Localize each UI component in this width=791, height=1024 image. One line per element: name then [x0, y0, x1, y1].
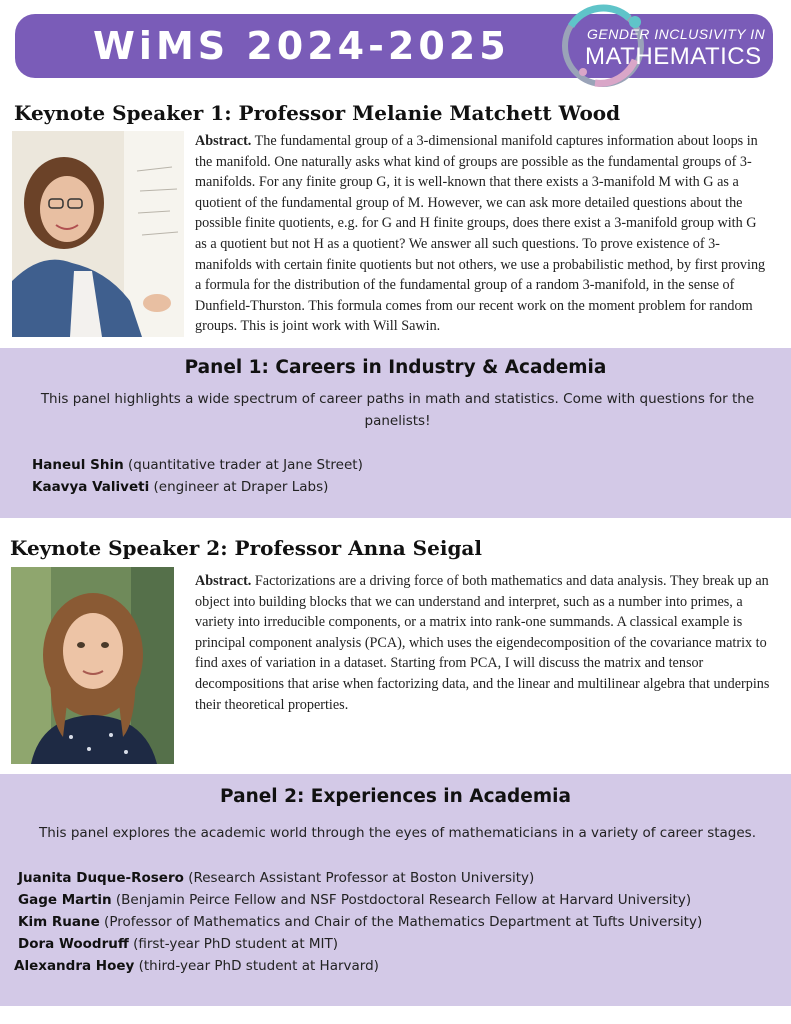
panelist-role: (Benjamin Peirce Fellow and NSF Postdoctoral Research Fellow at Harvard University) [115, 892, 692, 908]
panelist [18, 870, 534, 886]
panelist [14, 958, 379, 974]
speaker2-portrait-icon [11, 567, 174, 764]
panelist-name: Kaavya Valiveti [32, 479, 150, 495]
panelist [32, 457, 363, 473]
keynote2-title: Keynote Speaker 2: Professor Anna Seigal [10, 536, 482, 560]
logo-text-bottom: MATHEMATICS [585, 43, 762, 70]
panelist [18, 892, 691, 908]
panelist-name: Dora Woodruff [18, 936, 129, 952]
panelist-name: Kim Ruane [18, 914, 100, 930]
abstract-text: Factorizations are a driving force of both mathematics and data analysis. They break up an object into building blocks that we can understand and interpret, such as a number into primes, a variety into irreducible components, or a matrix into rank-one summands. A classical example is principal component analysis (PCA), which uses the eigendecomposition of the covariance matrix to find axes of variation in a dataset. Starting from PCA, I will discuss the matrix and tensor decompositions that arise when factorizing data, and the linear and multilinear algebra that underpins their theoretical properties. [195, 573, 770, 713]
keynote1-abstract [195, 131, 770, 337]
panelist-role: (Research Assistant Professor at Boston University) [188, 870, 535, 886]
panel1-title: Panel 1: Careers in Industry & Academia [184, 357, 607, 378]
panel2-description: This panel explores the academic world through the eyes of mathematicians in a variety of career stages. [38, 825, 756, 841]
panelist-role: (engineer at Draper Labs) [153, 479, 329, 495]
speaker2-photo [11, 567, 174, 764]
panelist-name: Alexandra Hoey [14, 958, 135, 974]
panelist-name: Juanita Duque-Rosero [18, 870, 184, 886]
logo-text-top: GENDER INCLUSIVITY IN [587, 26, 766, 42]
panelist [18, 936, 338, 952]
panelist-role: (Professor of Mathematics and Chair of the Mathematics Department at Tufts University) [104, 914, 703, 930]
panel2-title: Panel 2: Experiences in Academia [220, 786, 571, 807]
panelist [18, 914, 702, 930]
abstract-label: Abstract. [195, 573, 252, 589]
abstract-label: Abstract. [195, 133, 252, 149]
panelist [32, 479, 328, 495]
panelist-name: Haneul Shin [32, 457, 124, 473]
header-banner [15, 14, 773, 78]
panelist-role: (third-year PhD student at Harvard) [138, 958, 379, 974]
keynote2-abstract [195, 571, 770, 715]
panelist-role: (first-year PhD student at MIT) [133, 936, 339, 952]
page-title: WiMS 2024-2025 [93, 24, 510, 68]
panel1-section [0, 348, 791, 518]
speaker1-portrait-icon [12, 131, 184, 337]
panelist-role: (quantitative trader at Jane Street) [127, 457, 363, 473]
gender-inclusivity-logo [543, 0, 773, 96]
speaker1-photo [12, 131, 184, 337]
panel1-description: This panel highlights a wide spectrum of career paths in math and statistics. Come with questions for the panelists! [40, 391, 755, 429]
panelist-name: Gage Martin [18, 892, 112, 908]
abstract-text: The fundamental group of a 3-dimensional manifold captures information about loops in the manifold. One naturally asks what kind of groups are possible as the fundamental groups of 3-manifolds. For any finite group G, it is well-known that there exists a 3-manifold M with G as a quotient of the fundamental group of M. However, we can ask more detailed questions about the possible finite quotients, e.g. for G and H finite groups, does there exist a 3-manifold group with G as a quotient but not H as a quotient? We answer all such questions. To prove existence of 3-manifolds with certain finite quotients but not others, we use a probabilistic method, by first proving a formula for the distribution of the fundamental group of a random 3-manifold, in the sense of Dunfield-Thurston. This formula comes from our recent work on the moment problem for random groups. This is joint work with Will Sawin. [195, 133, 766, 335]
panel2-section [0, 774, 791, 1006]
keynote1-title: Keynote Speaker 1: Professor Melanie Matchett Wood [14, 101, 621, 125]
